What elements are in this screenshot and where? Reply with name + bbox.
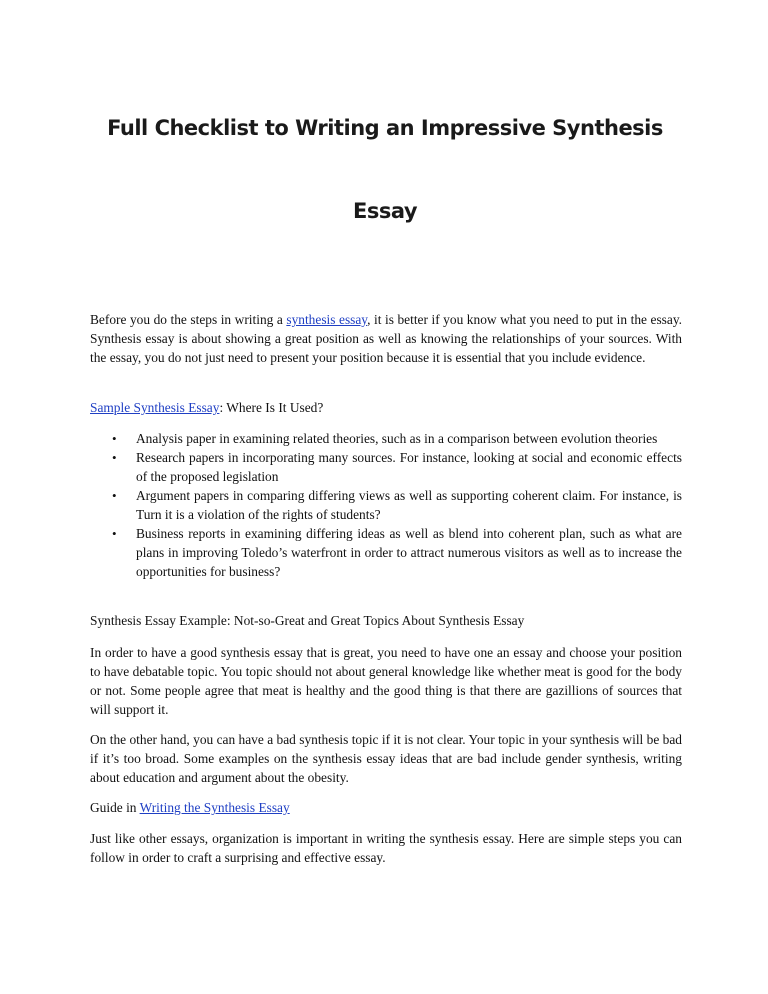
- list-item-text: Analysis paper in examining related theories, such as in a comparison between evolution theories: [136, 431, 658, 446]
- list-item: [90, 524, 682, 581]
- topics-heading: Synthesis Essay Example: Not-so-Great and Great Topics About Synthesis Essay: [90, 613, 525, 628]
- list-item: [90, 448, 682, 486]
- bullet-icon: •: [112, 431, 117, 446]
- list-item-text: Business reports in examining differing ideas as well as blend into coherent plan, such as what are plans in improving Toledo’s waterfront in order to attract numerous visitors as well as to increase the opportunities for business?: [136, 526, 682, 579]
- writing-synthesis-essay-link[interactable]: Writing the Synthesis Essay: [139, 800, 290, 815]
- intro-text-before: Before you do the steps in writing a: [90, 312, 287, 327]
- intro-text-after: , it is better if you know what you need to put in the essay. Synthesis essay is about showing a great position as well as knowing the relationships of your sources. With the essay, you do not just need to present your position because it is essential that you include evidence.: [90, 312, 682, 365]
- list-item: [90, 429, 682, 448]
- guide-heading: [90, 798, 682, 817]
- bad-topic-paragraph: On the other hand, you can have a bad synthesis topic if it is not clear. Your topic in your synthesis will be bad if it’s too broad. Some examples on the synthesis essay ideas that are bad include gender synthesis, writing about education and argument about the obesity.: [90, 732, 682, 785]
- good-topic-paragraph: In order to have a good synthesis essay that is great, you need to have one an essay and choose your position to have debatable topic. You topic should not about general knowledge like whether meat is good for the body or not. Some people agree that meat is healthy and the good thing is that there are gazillions of sources that will support it.: [90, 645, 682, 717]
- uses-heading-text: : Where Is It Used?: [219, 400, 324, 415]
- intro-paragraph: [90, 310, 682, 367]
- uses-heading: [90, 398, 682, 417]
- list-item-text: Research papers in incorporating many sources. For instance, looking at social and economic effects of the proposed legislation: [136, 450, 682, 484]
- uses-list: [90, 429, 682, 581]
- steps-paragraph: Just like other essays, organization is important in writing the synthesis essay. Here are simple steps you can follow in order to craft a surprising and effective essay.: [90, 831, 682, 865]
- bullet-icon: •: [112, 526, 117, 541]
- list-item: [90, 486, 682, 524]
- synthesis-essay-link[interactable]: synthesis essay: [286, 312, 368, 327]
- sample-synthesis-essay-link[interactable]: Sample Synthesis Essay: [90, 400, 220, 415]
- guide-heading-text: Guide in: [90, 800, 140, 815]
- bullet-icon: •: [112, 488, 117, 503]
- title-line-1: Full Checklist to Writing an Impressive Synthesis: [107, 116, 663, 140]
- list-item-text: Argument papers in comparing differing views as well as supporting coherent claim. For instance, is Turn it is a violation of the rights of students?: [136, 488, 682, 522]
- title-line-2: Essay: [352, 199, 418, 223]
- bullet-icon: •: [112, 450, 117, 465]
